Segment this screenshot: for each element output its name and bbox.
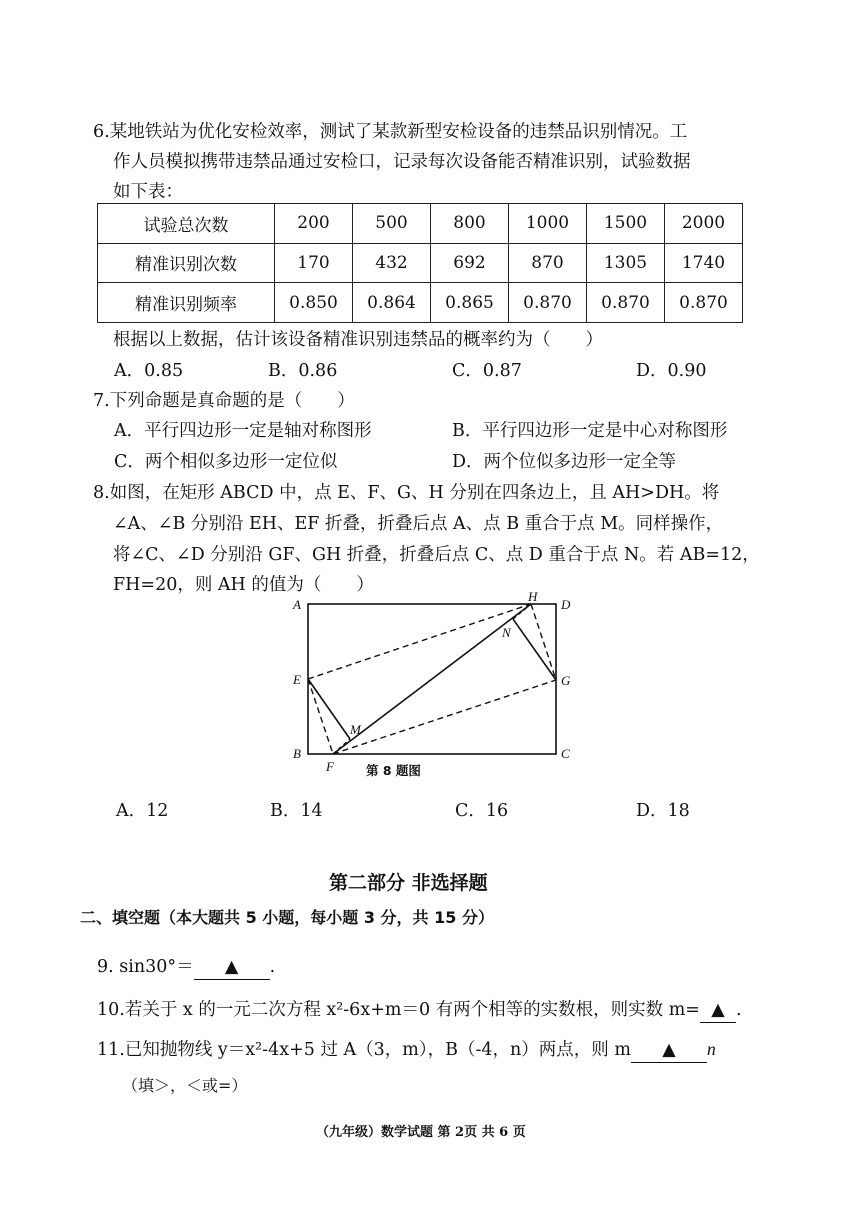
blank-triangle-icon: ▲ — [711, 1000, 725, 1020]
label-e: E — [293, 672, 301, 687]
q10-answer-blank[interactable] — [700, 998, 736, 1023]
table-row-label: 精准识别频率 — [98, 283, 275, 323]
label-g: G — [561, 673, 571, 688]
table-cell: 2000 — [665, 204, 743, 244]
table-cell: 0.870 — [587, 283, 665, 323]
q9-suffix: . — [269, 957, 276, 977]
q7-choice-d: D．两个位似多边形一定全等 — [452, 452, 677, 472]
table-cell: 870 — [509, 243, 587, 283]
table-cell: 800 — [431, 204, 509, 244]
q11-line — [97, 1037, 716, 1063]
part2-subtitle: 二、填空题（本大题共 5 小题，每小题 3 分，共 15 分） — [80, 908, 494, 927]
q11-text: 11.已知抛物线 y＝x²-4x+5 过 A（3，m），B（-4，n）两点，则 m — [97, 1040, 631, 1060]
label-m: M — [350, 722, 361, 737]
label-n: N — [502, 625, 511, 640]
table-row — [98, 204, 743, 244]
q8-line-4: FH=20，则 AH 的值为（ ） — [113, 575, 374, 595]
blank-triangle-icon: ▲ — [662, 1040, 676, 1060]
q8-line-2: ∠A、∠B 分别沿 EH、EF 折叠，折叠后点 A、点 B 重合于点 M。同样操作， — [113, 514, 724, 534]
table-cell: 0.865 — [431, 283, 509, 323]
line-em — [308, 679, 350, 739]
table-cell: 0.850 — [275, 283, 353, 323]
table-cell: 1000 — [509, 204, 587, 244]
q11-suffix: n — [706, 1039, 716, 1059]
q6-choice-d: D．0.90 — [636, 361, 707, 381]
q6-line-1: 6.某地铁站为优化安检效率，测试了某款新型安检设备的违禁品识别情况。工 — [93, 122, 688, 142]
q10-line — [97, 998, 742, 1023]
label-d: D — [561, 597, 571, 612]
q8-choice-a: A．12 — [116, 801, 169, 821]
table-cell: 432 — [353, 243, 431, 283]
q11-note: （填＞，＜或=） — [122, 1076, 248, 1095]
line-fg — [333, 680, 556, 754]
table-row-label: 精准识别次数 — [98, 243, 275, 283]
figure-caption: 第 8 题图 — [366, 763, 421, 778]
table-cell: 692 — [431, 243, 509, 283]
table-cell: 1305 — [587, 243, 665, 283]
label-f: F — [326, 759, 334, 774]
q8-choice-c: C．16 — [455, 801, 509, 821]
q8-line-3: 将∠C、∠D 分别沿 GF、GH 折叠，折叠后点 C、点 D 重合于点 N。若 AB=12， — [113, 545, 760, 565]
q10-text: 10.若关于 x 的一元二次方程 x²-6x+m＝0 有两个相等的实数根，则实数 m= — [97, 1000, 700, 1020]
page-footer: （九年级）数学试题 第 2页 共 6 页 — [316, 1125, 526, 1140]
q7-choice-b: B．平行四边形一定是中心对称图形 — [452, 421, 728, 441]
table-row-label: 试验总次数 — [98, 204, 275, 244]
table-cell: 0.870 — [509, 283, 587, 323]
q7-stem: 7.下列命题是真命题的是（ ） — [93, 391, 355, 411]
q9-prefix: 9. sin30°＝ — [97, 957, 194, 977]
line-ng — [513, 619, 556, 680]
q7-choice-c: C．两个相似多边形一定位似 — [114, 452, 338, 472]
table-cell: 0.870 — [665, 283, 743, 323]
table-cell: 0.864 — [353, 283, 431, 323]
q6-choice-a: A．0.85 — [114, 361, 184, 381]
label-b: B — [293, 746, 301, 761]
label-h: H — [528, 589, 538, 604]
line-fm — [333, 739, 350, 754]
line-ef — [308, 679, 333, 754]
label-a: A — [293, 597, 301, 612]
table-row — [98, 283, 743, 323]
table-cell: 1740 — [665, 243, 743, 283]
q8-figure — [285, 585, 585, 785]
q6-question: 根据以上数据，估计该设备精准识别违禁品的概率约为（ ） — [113, 330, 603, 350]
table-cell: 170 — [275, 243, 353, 283]
q6-choice-b: B．0.86 — [268, 361, 338, 381]
part2-title: 第二部分 非选择题 — [329, 872, 488, 894]
q9-line — [97, 955, 275, 980]
q9-answer-blank[interactable] — [194, 955, 270, 980]
label-c: C — [561, 746, 570, 761]
q10-suffix: . — [735, 1000, 742, 1020]
table-cell: 500 — [353, 204, 431, 244]
q7-choice-a: A．平行四边形一定是轴对称图形 — [114, 421, 372, 441]
table-cell: 200 — [275, 204, 353, 244]
q6-line-2: 作人员模拟携带违禁品通过安检口，记录每次设备能否精准识别，试验数据 — [113, 152, 691, 172]
line-eh — [308, 604, 531, 679]
q11-answer-blank[interactable] — [631, 1038, 707, 1063]
q6-choice-c: C．0.87 — [452, 361, 522, 381]
q8-choice-d: D．18 — [636, 801, 690, 821]
q8-choice-b: B．14 — [270, 801, 323, 821]
q6-line-3: 如下表： — [113, 182, 183, 202]
table-row — [98, 243, 743, 283]
table-cell: 1500 — [587, 204, 665, 244]
line-hg — [531, 604, 556, 680]
blank-triangle-icon: ▲ — [224, 957, 239, 977]
q8-line-1: 8.如图，在矩形 ABCD 中，点 E、F、G、H 分别在四条边上，且 AH>DH。将 — [93, 483, 720, 503]
q6-data-table — [97, 203, 743, 323]
